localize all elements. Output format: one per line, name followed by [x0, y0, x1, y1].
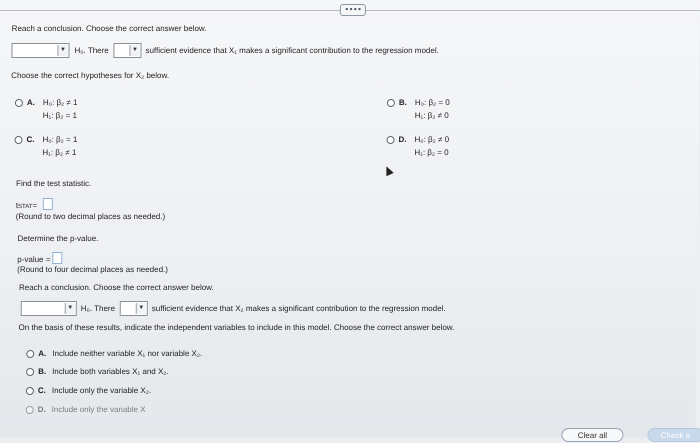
hyp-option-c-letter: C.	[26, 135, 35, 144]
vars-option-a-radio[interactable]	[26, 350, 34, 358]
hyp-option-d-h1: H₁: β₂ = 0	[414, 148, 449, 157]
vars-option-a-letter: A.	[38, 349, 47, 358]
tstat-input[interactable]	[43, 198, 53, 210]
hyp-option-c-h1: H₁: β₂ ≠ 1	[42, 148, 77, 157]
tstat-subscript: STAT	[18, 204, 33, 210]
vars-option-a-text: Include neither variable X₁ nor variable X₂.	[52, 349, 203, 358]
hyp-option-c-h0: H₀: β₂ = 1	[42, 135, 78, 144]
vars-option-d-letter: D.	[37, 405, 46, 414]
test-statistic-prompt: Find the test statistic.	[16, 179, 92, 188]
clear-all-button[interactable]: Clear all	[561, 428, 623, 442]
hyp-option-b-letter: B.	[398, 98, 407, 107]
tstat-letter: t	[15, 201, 19, 210]
vars-option-b-radio[interactable]	[26, 368, 34, 376]
tstat-label	[16, 201, 37, 212]
q2-evidence-dropdown[interactable]	[120, 301, 148, 316]
pvalue-rounding-note: (Round to four decimal places as needed.)	[17, 265, 168, 274]
chevron-down-icon: ▼	[129, 45, 139, 56]
pvalue-prompt: Determine the p-value.	[17, 234, 99, 243]
hypotheses-prompt: Choose the correct hypotheses for X₂ below.	[11, 71, 170, 80]
vars-option-c-letter: C.	[37, 386, 46, 395]
q2-reject-dropdown[interactable]	[21, 301, 77, 316]
vars-option-d-radio[interactable]	[26, 406, 34, 414]
chevron-down-icon: ▼	[136, 303, 146, 314]
q1-h0-text: H₀. There	[74, 46, 109, 55]
q1-instruction: Reach a conclusion. Choose the correct answer below.	[11, 24, 207, 33]
chevron-down-icon: ▼	[65, 303, 75, 314]
q1-evidence-dropdown[interactable]	[113, 43, 141, 58]
hyp-option-b-h1: H₁: β₂ ≠ 0	[414, 111, 449, 120]
tstat-equals: =	[32, 201, 38, 210]
vars-option-b-text: Include both variables X₁ and X₂.	[52, 367, 169, 376]
tstat-rounding-note: (Round to two decimal places as needed.)	[15, 212, 166, 221]
vars-option-d-text: Include only the variable X	[51, 405, 146, 414]
hyp-option-d-letter: D.	[398, 135, 407, 144]
pvalue-label: p-value =	[17, 255, 51, 264]
hyp-option-b-h0: H₀: β₂ = 0	[414, 98, 450, 107]
pvalue-input[interactable]	[52, 252, 62, 264]
hyp-option-a-h1: H₁: β₂ = 1	[42, 111, 78, 120]
hyp-option-a-radio[interactable]	[15, 99, 23, 107]
vars-option-c-text: Include only the variable X₂.	[51, 386, 152, 395]
vars-option-b-letter: B.	[38, 367, 47, 376]
hyp-option-d-h0: H₀: β₂ ≠ 0	[414, 135, 450, 144]
more-options-button[interactable]: ••••	[340, 4, 366, 16]
hyp-option-a-letter: A.	[26, 98, 35, 107]
hyp-option-d-radio[interactable]	[386, 136, 394, 144]
hyp-option-c-radio[interactable]	[14, 136, 22, 144]
q1-reject-dropdown[interactable]	[11, 43, 69, 58]
hyp-option-b-radio[interactable]	[387, 99, 395, 107]
check-answer-button[interactable]: Check a	[647, 428, 700, 442]
mouse-cursor-icon	[383, 165, 394, 177]
chevron-down-icon: ▼	[57, 45, 67, 56]
q2-h0-text: H₀. There	[80, 304, 116, 313]
q2-sentence-rest: sufficient evidence that X₂ makes a significant contribution to the regression model.	[151, 304, 446, 313]
q1-sentence-rest: sufficient evidence that X₁ makes a significant contribution to the regression model.	[145, 46, 439, 55]
vars-option-c-radio[interactable]	[26, 387, 34, 395]
hyp-option-a-h0: H₀: β₂ ≠ 1	[42, 98, 78, 107]
q2-instruction: Reach a conclusion. Choose the correct answer below.	[18, 283, 214, 292]
variables-prompt: On the basis of these results, indicate the independent variables to include in this model. Choose the correct answer below.	[18, 323, 455, 332]
